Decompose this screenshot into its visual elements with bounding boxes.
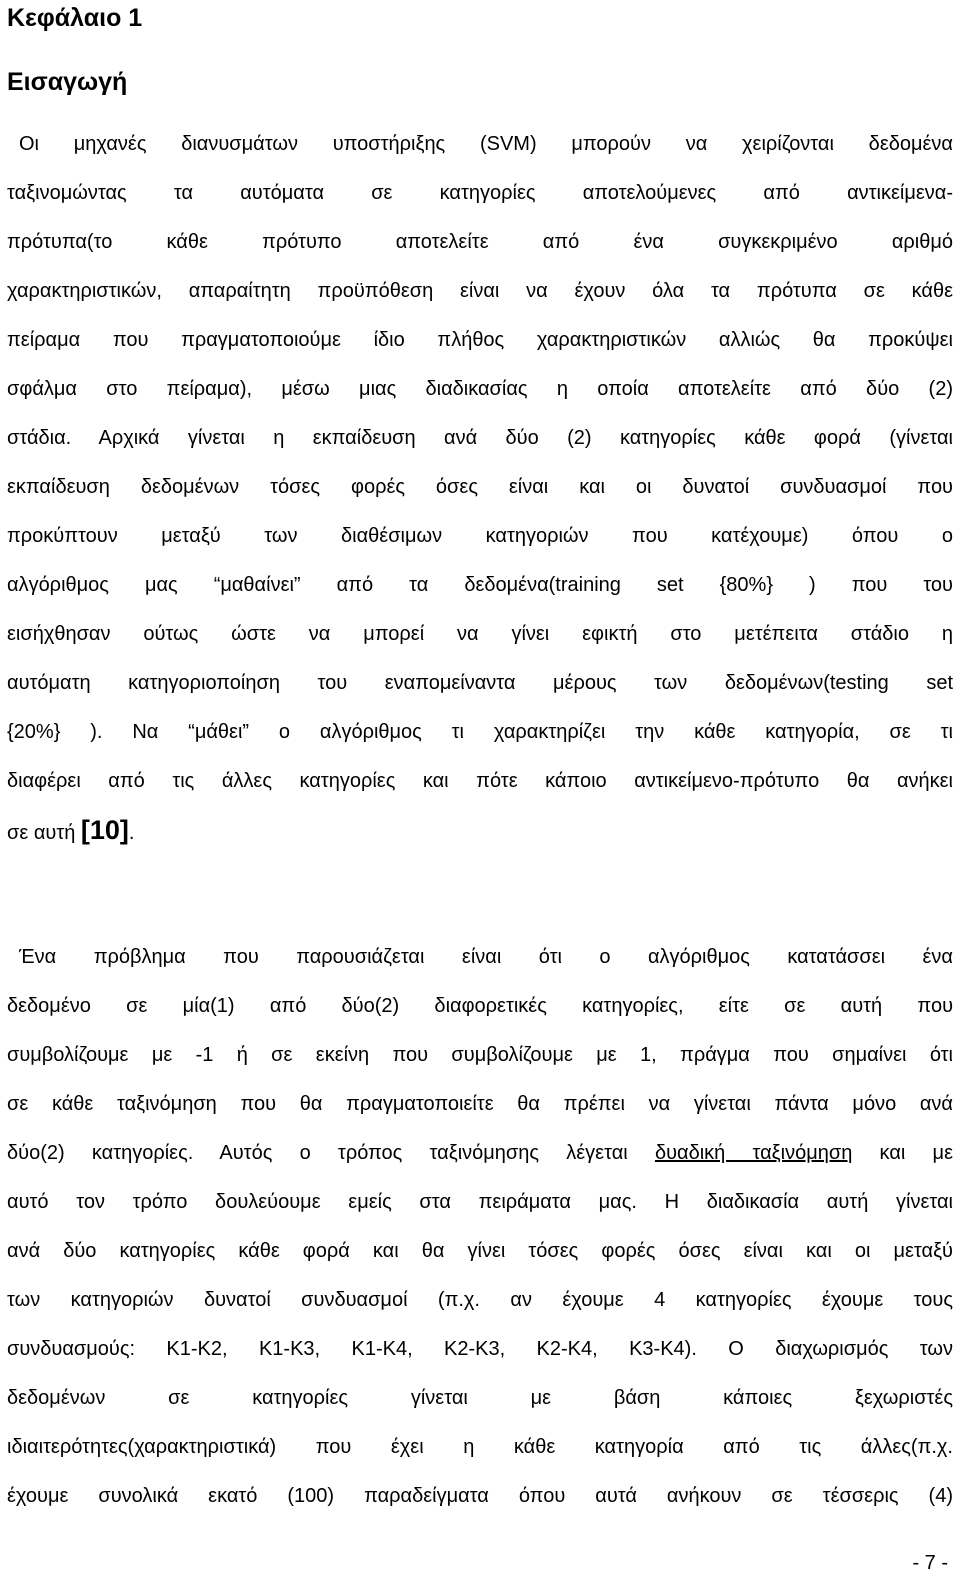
citation-reference: [10] bbox=[80, 815, 129, 845]
paragraph-line: αυτό τον τρόπο δουλεύουμε εμείς στα πειράματα μας. Η διαδικασία αυτή γίνεται bbox=[7, 1191, 953, 1213]
paragraph-line: ιδιαιτερότητες(χαρακτηριστικά) που έχει η κάθε κατηγορία από τις άλλες(π.χ. bbox=[7, 1436, 953, 1458]
section-title: Εισαγωγή bbox=[7, 68, 128, 96]
paragraph-line: εκπαίδευση δεδομένων τόσες φορές όσες είναι και οι δυνατοί συνδυασμοί που bbox=[7, 476, 953, 498]
paragraph-line: ταξινομώντας τα αυτόματα σε κατηγορίες αποτελούμενες από αντικείμενα- bbox=[7, 182, 953, 204]
paragraph-last-line bbox=[7, 806, 953, 855]
paragraph-line-text: δύο(2) κατηγορίες. Αυτός ο τρόπος ταξινόμησης λέγεται bbox=[7, 1142, 655, 1164]
paragraph-line: προκύπτουν μεταξύ των διαθέσιμων κατηγοριών που κατέχουμε) όπου ο bbox=[7, 525, 953, 547]
problem-paragraph bbox=[7, 933, 953, 1521]
paragraph-line: σφάλμα στο πείραμα), μέσω μιας διαδικασίας η οποία αποτελείτε από δύο (2) bbox=[7, 378, 953, 400]
paragraph-line: συμβολίζουμε με -1 ή σε εκείνη που συμβολίζουμε με 1, πράγμα που σημαίνει ότι bbox=[7, 1044, 953, 1066]
intro-paragraph bbox=[7, 120, 953, 855]
paragraph-line: στάδια. Αρχικά γίνεται η εκπαίδευση ανά δύο (2) κατηγορίες κάθε φορά (γίνεται bbox=[7, 427, 953, 449]
underlined-term: δυαδική ταξινόμηση bbox=[654, 1142, 853, 1164]
paragraph-line: διαφέρει από τις άλλες κατηγορίες και πότε κάποιο αντικείμενο-πρότυπο θα ανήκει bbox=[7, 770, 953, 792]
paragraph-line: {20%} ). Να “μάθει” ο αλγόριθμος τι χαρακτηρίζει την κάθε κατηγορία, σε τι bbox=[7, 721, 953, 743]
paragraph-line: Οι μηχανές διανυσμάτων υποστήριξης (SVM) μπορούν να χειρίζονται δεδομένα bbox=[19, 133, 953, 155]
paragraph-line: πείραμα που πραγματοποιούμε ίδιο πλήθος χαρακτηριστικών αλλιώς θα προκύψει bbox=[7, 329, 953, 351]
chapter-title: Κεφάλαιο 1 bbox=[7, 4, 143, 32]
paragraph-line-text: και με bbox=[852, 1142, 953, 1164]
paragraph-line: αυτόματη κατηγοριοποίηση του εναπομείναντα μέρους των δεδομένων(testing set bbox=[7, 672, 953, 694]
page-number: - 7 - bbox=[912, 1552, 948, 1574]
paragraph-line: Ένα πρόβλημα που παρουσιάζεται είναι ότι ο αλγόριθμος κατατάσσει ένα bbox=[19, 946, 953, 968]
paragraph-line: των κατηγοριών δυνατοί συνδυασμοί (π.χ. αν έχουμε 4 κατηγορίες έχουμε τους bbox=[7, 1289, 953, 1311]
paragraph-line: ανά δύο κατηγορίες κάθε φορά και θα γίνει τόσες φορές όσες είναι και οι μεταξύ bbox=[7, 1240, 953, 1262]
paragraph-line: αλγόριθμος μας “μαθαίνει” από τα δεδομένα(training set {80%} ) που του bbox=[7, 574, 953, 596]
paragraph-line-text: σε αυτή bbox=[7, 822, 81, 844]
paragraph-line: εισήχθησαν ούτως ώστε να μπορεί να γίνει εφικτή στο μετέπειτα στάδιο η bbox=[7, 623, 953, 645]
paragraph-line: συνδυασμούς: Κ1-Κ2, Κ1-Κ3, Κ1-Κ4, Κ2-Κ3, Κ2-Κ4, Κ3-Κ4). Ο διαχωρισμός των bbox=[7, 1338, 953, 1360]
paragraph-line-with-term bbox=[7, 1129, 953, 1178]
paragraph-line: σε κάθε ταξινόμηση που θα πραγματοποιείτε θα πρέπει να γίνεται πάντα μόνο ανά bbox=[7, 1093, 953, 1115]
paragraph-line: δεδομένων σε κατηγορίες γίνεται με βάση κάποιες ξεχωριστές bbox=[7, 1387, 953, 1409]
paragraph-line: έχουμε συνολικά εκατό (100) παραδείγματα όπου αυτά ανήκουν σε τέσσερις (4) bbox=[7, 1485, 953, 1507]
paragraph-line: πρότυπα(το κάθε πρότυπο αποτελείτε από ένα συγκεκριμένο αριθμό bbox=[7, 231, 953, 253]
paragraph-line: χαρακτηριστικών, απαραίτητη προϋπόθεση είναι να έχουν όλα τα πρότυπα σε κάθε bbox=[7, 280, 953, 302]
paragraph-line: δεδομένο σε μία(1) από δύο(2) διαφορετικές κατηγορίες, είτε σε αυτή που bbox=[7, 995, 953, 1017]
paragraph-line-end: . bbox=[128, 822, 135, 844]
